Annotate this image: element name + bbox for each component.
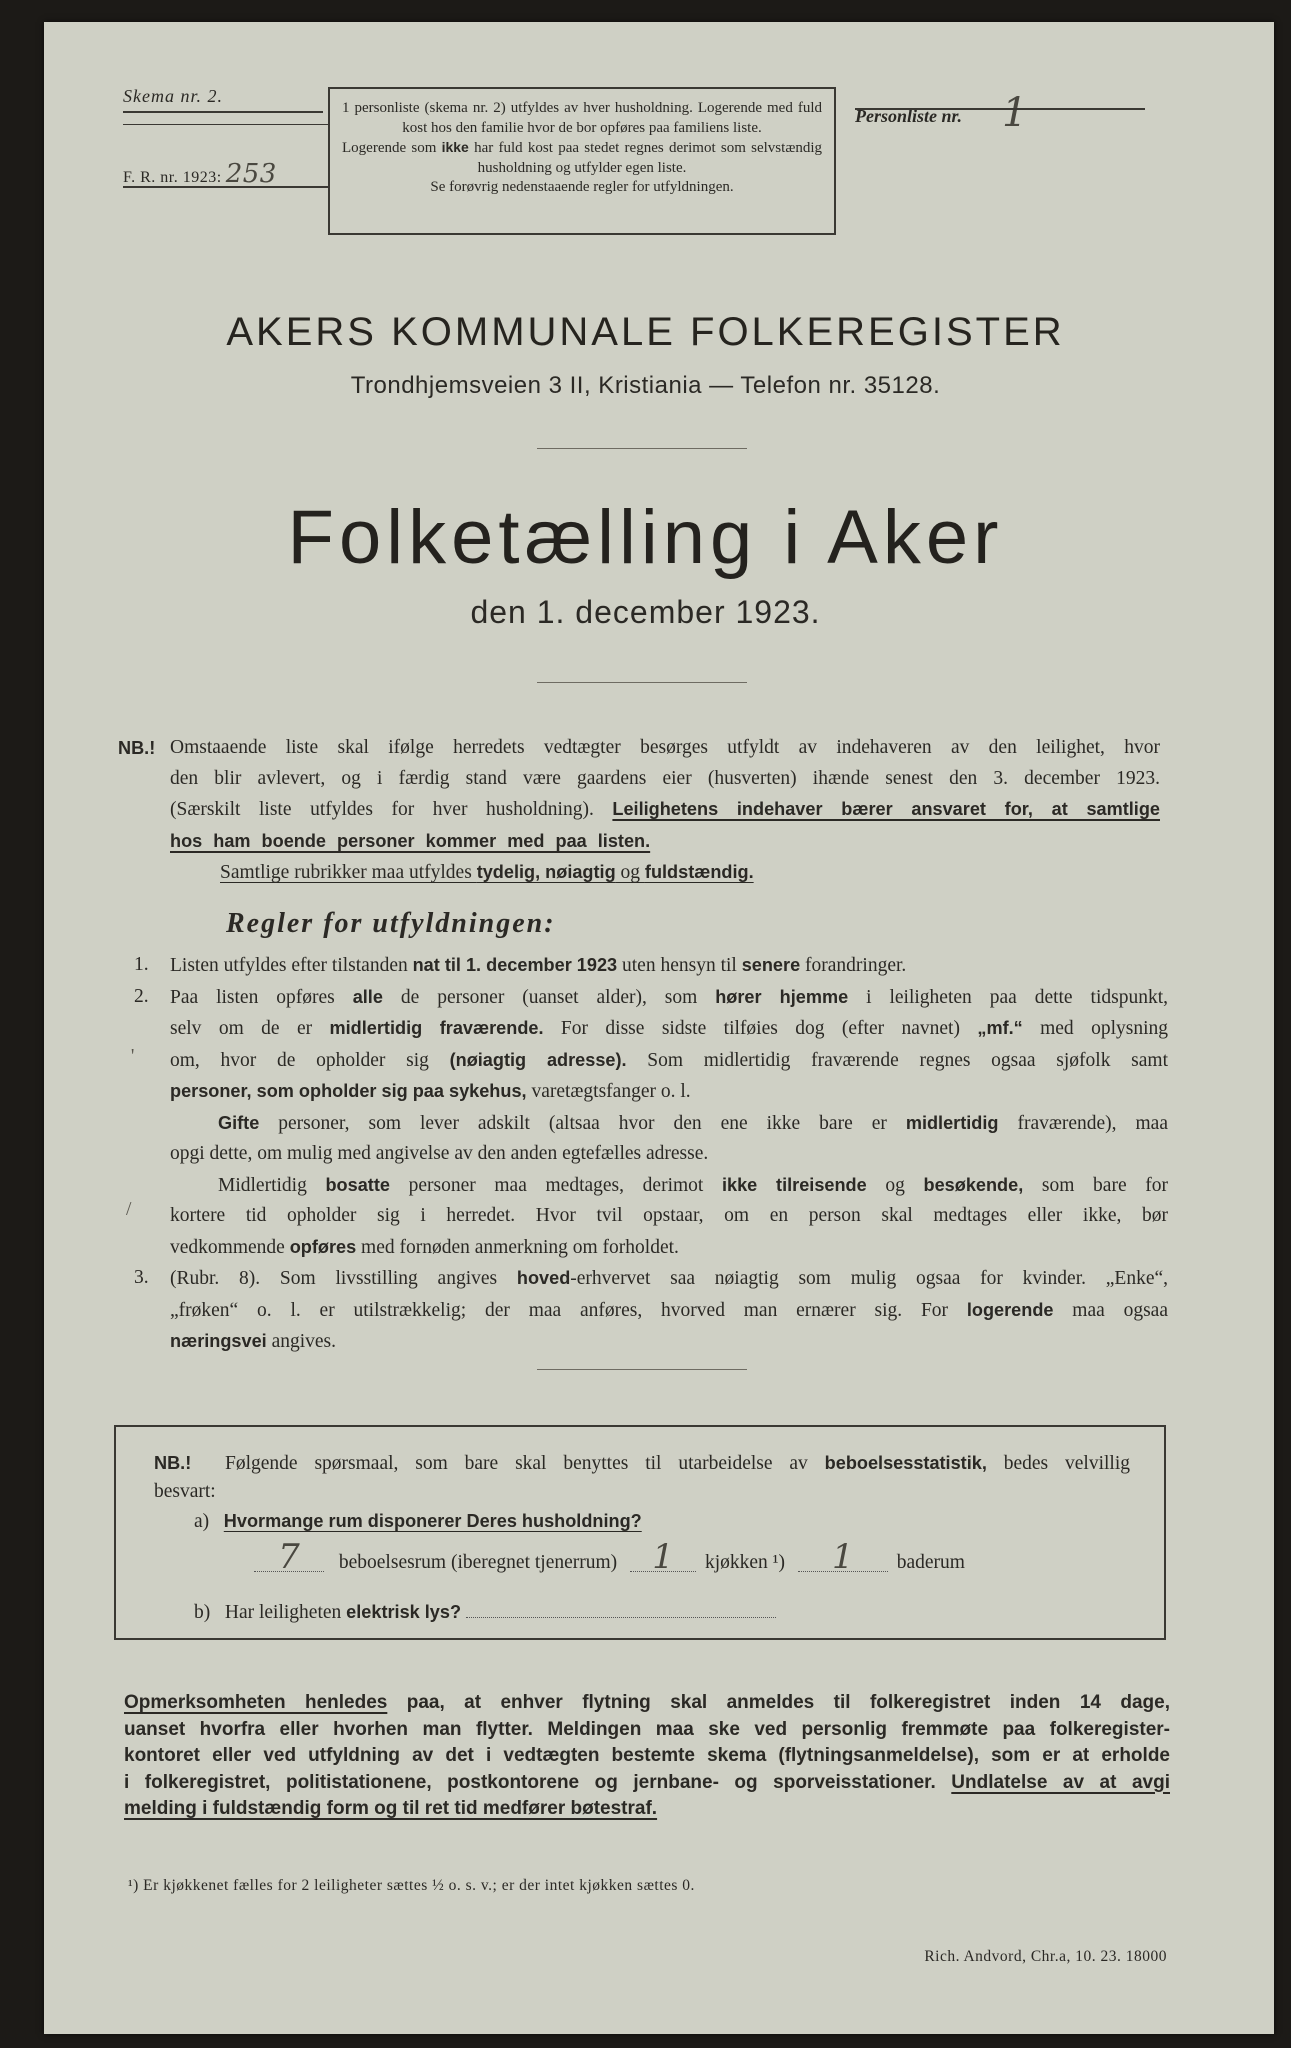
footnote: ¹) Er kjøkkenet fælles for 2 leiligheter sættes ½ o. s. v.; er der intet kjøkken sættes 0.: [128, 1877, 695, 1894]
organization-name: AKERS KOMMUNALE FOLKEREGISTER: [226, 310, 1065, 354]
skema-number: Skema nr. 2.: [123, 86, 223, 106]
nb-label: NB.!: [118, 738, 156, 758]
info-line-1: 1 personliste (skema nr. 2) utfyldes av hver husholdning. Logerende med fuld kost hos den familie hvor de bor opføres paa familiens liste.: [342, 100, 822, 136]
rule-3: 3. (Rubr. 8). Som livsstilling angives hoved-erhvervet saa nøiagtig som mulig ogsaa for kvinder. „Enke“, „frøken“ o. l. er utilstrækkelig; der maa anføres, hvorved man ernærer sig. For logerende maa ogsaa næringsvei angives.: [134, 1267, 1169, 1352]
question-a: a) Hvormange rum disponerer Deres husholdning?: [194, 1511, 642, 1532]
document-date: den 1. december 1923.: [470, 594, 821, 630]
questions-intro: NB.! Følgende spørsmaal, som bare skal benyttes til utarbeidelse av beboelsesstatistik, bedes velvillig besvart:: [154, 1453, 1130, 1502]
document-title: Folketælling i Aker: [287, 495, 1004, 580]
info-line-2: Logerende som ikke har fuld kost paa stedet regnes derimot som selvstændig husholdning og utfylder egen liste.: [342, 139, 822, 176]
moving-notice: Opmerksomheten henledes paa, at enhver flytning skal anmeldes til folkeregistret inden 14 dage, uanset hvorfra eller hvorhen man flytter. Meldingen maa ske ved personlig fremmøte paa folkeregister- kontoret eller ved utfyldning av det i vedtægten bestemte skema (flytningsanmeldelse), som er at erholde i folkeregistret, politistationene, postkontorene og jernbane- og sporveisstationer. Undlatelse av at avgi melding i fuldstændig form og til ret tid medfører bøtestraf.: [124, 1692, 1170, 1819]
rooms-value: 7: [254, 1543, 324, 1572]
fr-number-field: [123, 159, 277, 189]
divider: [123, 111, 323, 113]
notice-line: Samtlige rubrikker maa utfyldes tydelig, nøiagtig og fuldstændig.: [220, 862, 754, 883]
divider: [855, 108, 1145, 110]
nb-label: NB.!: [154, 1453, 192, 1473]
divider: [537, 682, 747, 683]
fr-number-label: F. R. nr. 1923:: [123, 169, 222, 186]
rules-heading: Regler for utfyldningen:: [226, 908, 556, 939]
divider: [123, 186, 328, 188]
notice-line: (Særskilt liste utfyldes for hver husholdning). Leilighetens indehaver bærer ansvaret for, at samtlige: [170, 799, 1160, 820]
electric-light-answer: [466, 1599, 776, 1618]
bath-label: baderum: [896, 1552, 965, 1573]
fr-number-value: 253: [225, 159, 277, 189]
printer-imprint: Rich. Andvord, Chr.a, 10. 23. 18000: [924, 1948, 1167, 1965]
personliste-label: Personliste nr.: [855, 106, 963, 126]
kitchen-label: kjøkken ¹): [704, 1552, 785, 1573]
divider: [123, 124, 328, 125]
rules-list: [128, 950, 1168, 1358]
rule-2: 2. Paa listen opføres alle de personer (uanset alder), som hører hjemme i leiligheten paa dette tidspunkt, selv om de er midlertidig fraværende. For disse sidste tilføies dog (efter navnet) „mf.“ med oplysning ' om, hvor de opholder sig (nøiagtig adresse). Som midlertidig fraværende regnes ogsaa sjøfolk samt personer, som opholder sig paa sykehus, varetægtsfanger o. l. Gifte personer, som lever adskilt (altsaa hvor den ene ikke bare er midlertidig fraværende), maa opgi dette, om mulig med angivelse av den anden egtefælles adresse. Midlertidig bosatte personer maa medtages, derimot ikke tilreisende og besøkende, som bare for / kortere tid opholder sig i herredet. Hvor tvil opstaar, om en person skal medtages eller ikke, bør vedkommende opføres med fornøden anmerkning om forholdet.: [126, 985, 1169, 1258]
rooms-label: beboelsesrum (iberegnet tjenerrum): [338, 1552, 618, 1573]
handwritten-mark: /: [126, 1198, 132, 1220]
kitchen-value: 1: [630, 1543, 696, 1572]
notice-line: Omstaaende liste skal ifølge herredets vedtægter besørges utfyldt av indehaveren av den leilighet, hvor: [170, 737, 1160, 758]
household-info-box: [328, 87, 836, 235]
notice-line: hos ham boende personer kommer med paa listen.: [170, 830, 651, 851]
personliste-value: 1: [1002, 90, 1028, 136]
notice-line: den blir avlevert, og i færdig stand være gaardens eier (husverten) ihænde senest den 3. december 1923.: [170, 767, 1160, 789]
handwritten-mark: ': [126, 1045, 135, 1067]
housing-questions-box: [114, 1425, 1166, 1640]
bath-value: 1: [798, 1543, 888, 1572]
rooms-answer-row: [254, 1537, 1134, 1577]
question-b: b) Har leiligheten elektrisk lys?: [194, 1599, 776, 1624]
organization-address: Trondhjemsveien 3 II, Kristiania — Telefon nr. 35128.: [350, 372, 941, 399]
divider: [537, 1369, 747, 1370]
info-line-3: Se forøvrig nedenstaaende regler for utfyldningen.: [430, 179, 734, 195]
rule-1: 1. Listen utfyldes efter tilstanden nat til 1. december 1923 uten hensyn til senere forandringer.: [134, 954, 907, 976]
notice-paragraph: [118, 733, 1160, 889]
divider: [537, 448, 747, 449]
